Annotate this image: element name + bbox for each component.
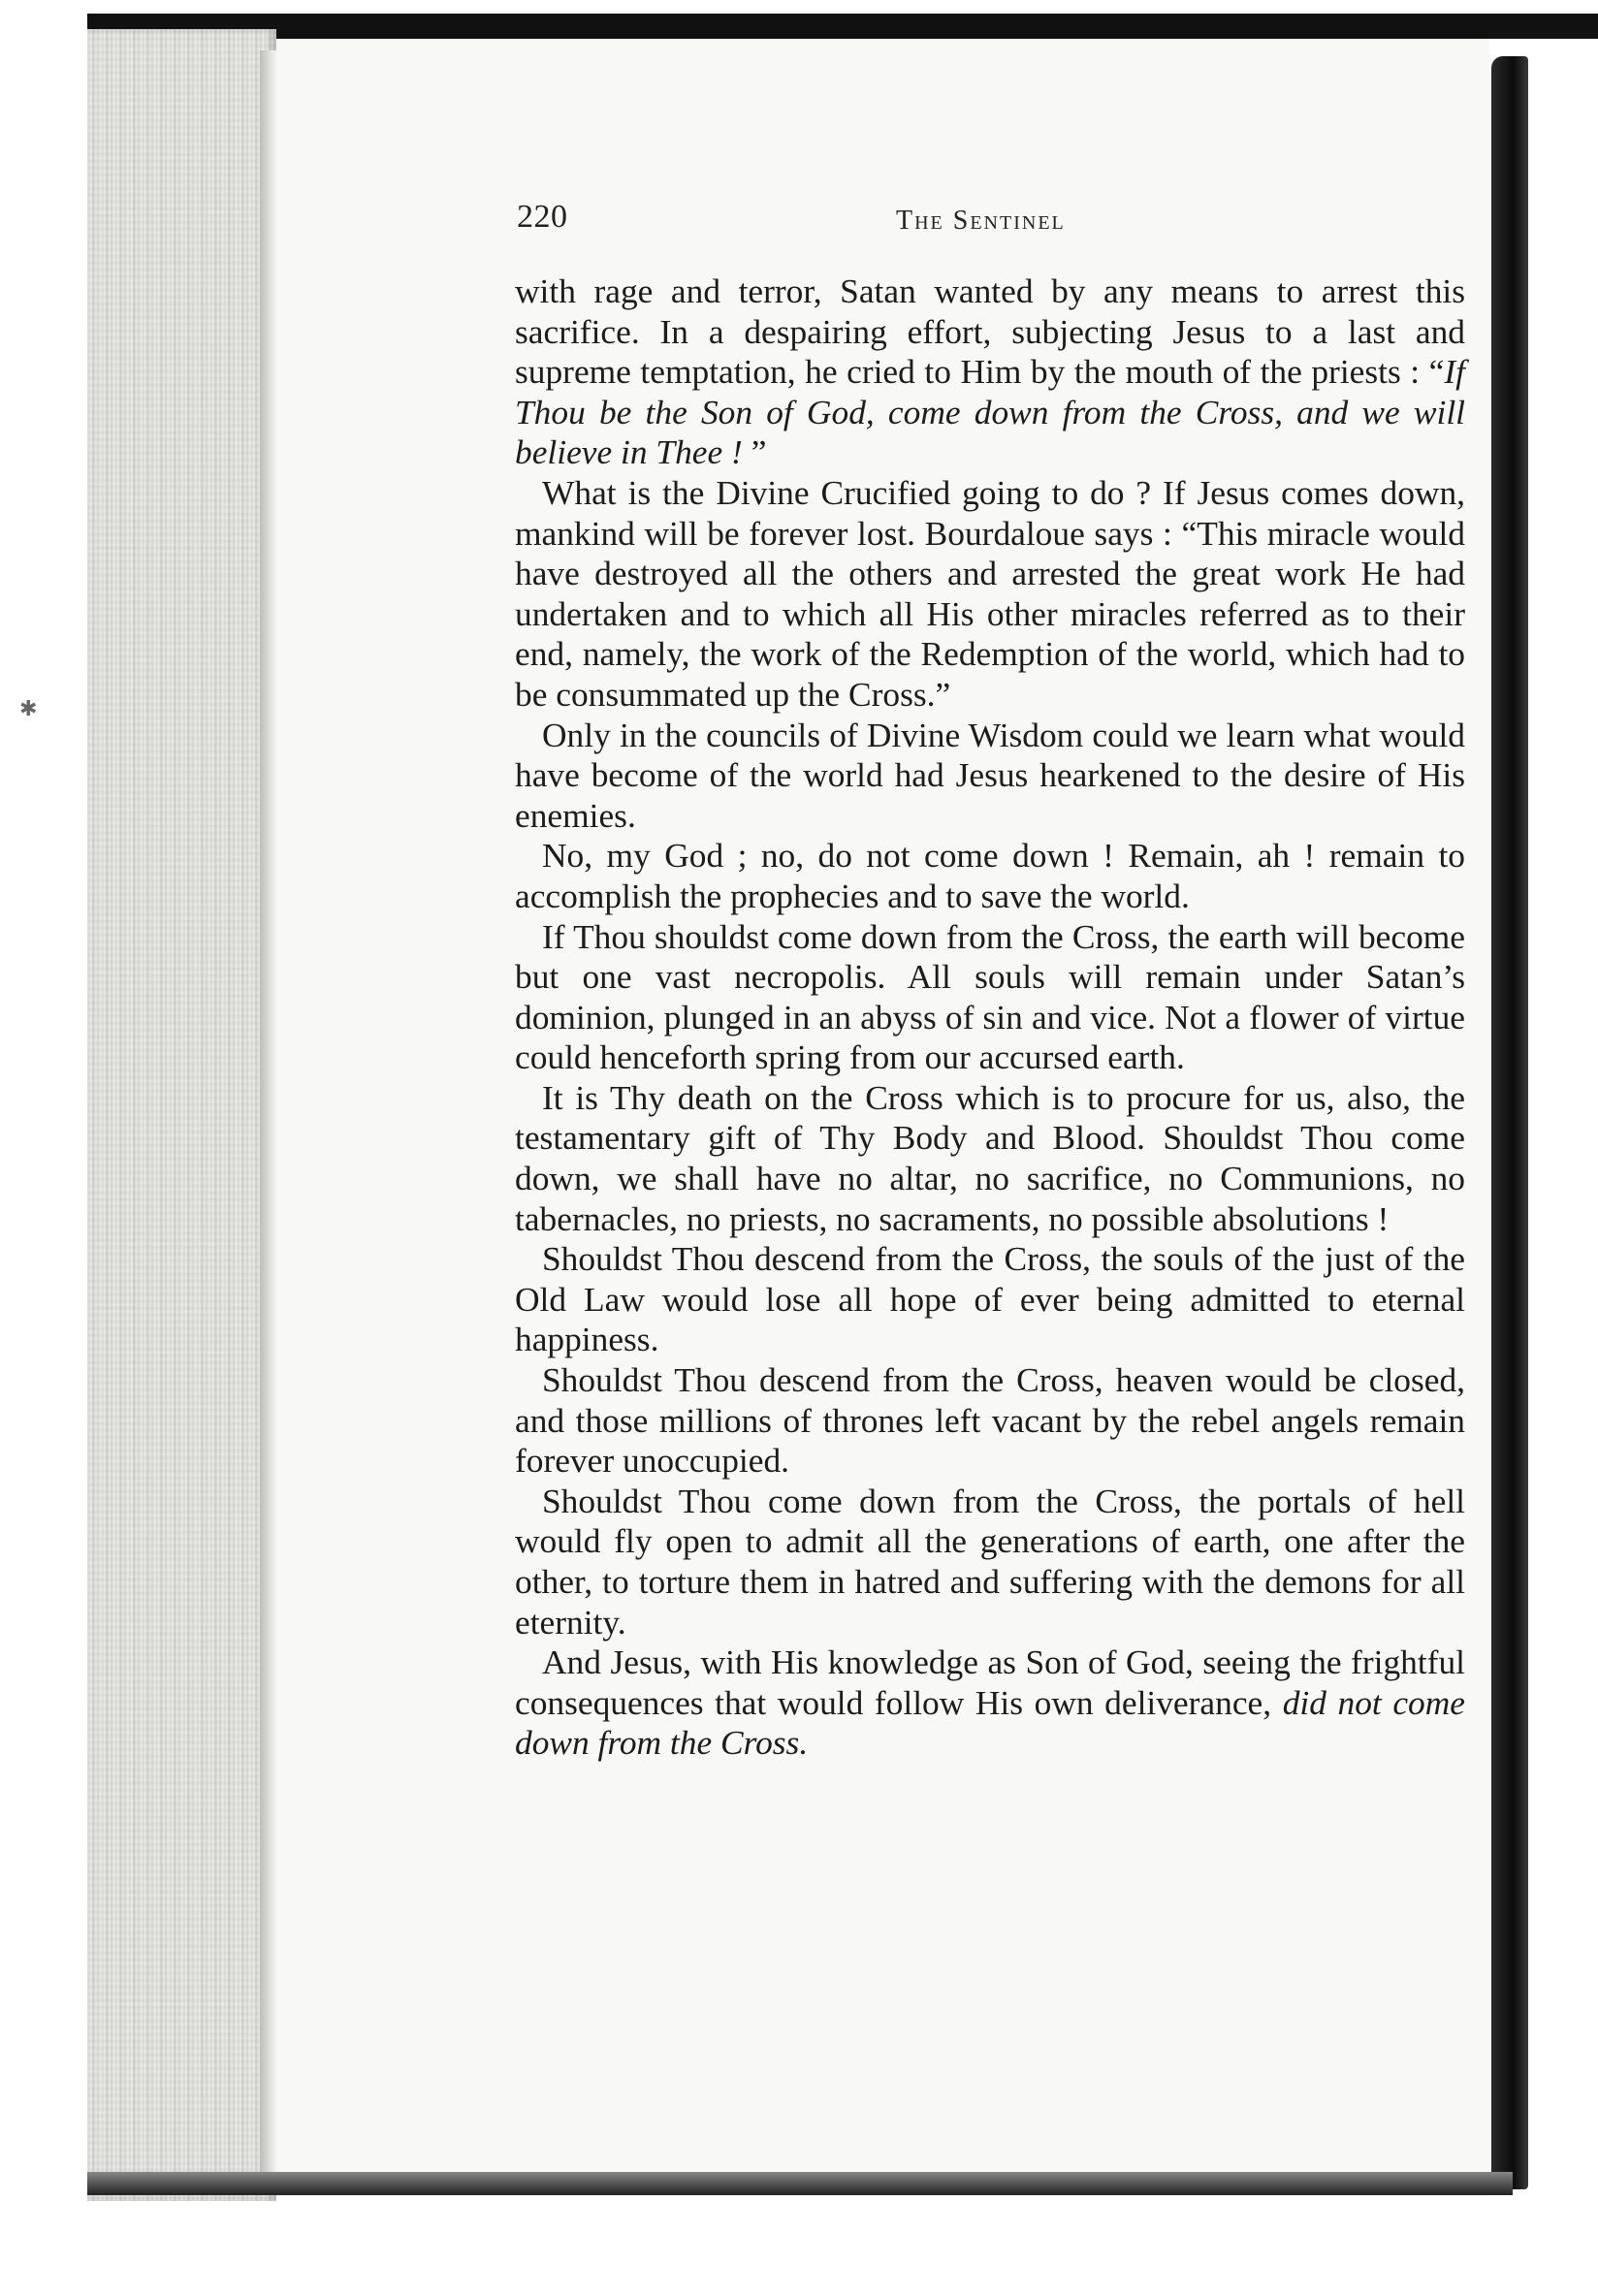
paragraph-text: And Jesus, with His knowledge as Son of God, seeing the frightful consequences that would follow His own deliverance, bbox=[515, 1642, 1465, 1722]
body-text-column bbox=[515, 271, 1465, 1764]
paragraph: Only in the councils of Divine Wisdom could we learn what would have become of the world had Jesus hearkened to the desire of His enemies. bbox=[515, 715, 1465, 835]
closing-quote: ” bbox=[742, 432, 767, 472]
paragraph: Shouldst Thou come down from the Cross, the portals of hell would fly open to admit all the generations of earth, one after the other, to torture them in hatred and suffering with the demons for all eternity. bbox=[515, 1481, 1465, 1642]
paragraph-continuation bbox=[515, 271, 1465, 473]
paragraph: Shouldst Thou descend from the Cross, heaven would be closed, and those millions of thrones left vacant by the rebel angels remain forever unoccupied. bbox=[515, 1360, 1465, 1481]
bottom-scan-border bbox=[87, 2172, 1513, 2195]
paragraph: What is the Divine Crucified going to do ? If Jesus comes down, mankind will be forever lost. Bourdaloue says : “This miracle would have destroyed all the others and arrested the great work He had undertaken and to which all His other miracles referred as to their end, namely, the work of the Redemption of the world, which had to be consummated up the Cross.” bbox=[515, 472, 1465, 714]
page-number: 220 bbox=[517, 199, 568, 235]
paragraph: Shouldst Thou descend from the Cross, the souls of the just of the Old Law would lose all hope of ever being admitted to eternal happiness. bbox=[515, 1239, 1465, 1359]
facing-page-edge bbox=[1491, 56, 1528, 2189]
scan-speck-mark: ✱ bbox=[19, 697, 38, 721]
page-edges-stack bbox=[87, 29, 276, 2201]
paragraph-text: with rage and terror, Satan wanted by any means to arrest this sacrifice. In a despairing effort, subjecting Jesus to a last and supreme temptation, he cried to Him by the mouth of the priests : “ bbox=[515, 271, 1465, 392]
gutter-shadow bbox=[260, 50, 277, 2193]
paragraph-final bbox=[515, 1642, 1465, 1764]
italic-emphasis: did not come down from the Cross. bbox=[515, 1682, 1466, 1763]
italic-quote: If Thou be the Son of God, come down from the Cross, and we will believe in Thee ! bbox=[515, 352, 1465, 472]
running-head-title: The Sentinel bbox=[896, 206, 1066, 236]
paragraph: If Thou shouldst come down from the Cross, the earth will become but one vast necropolis. All souls will remain under Satan’s dominion, plunged in an abyss of sin and vice. Not a flower of virtue could henceforth spring from our accursed earth. bbox=[515, 916, 1465, 1077]
paragraph: No, my God ; no, do not come down ! Remain, ah ! remain to accomplish the prophecies and to save the world. bbox=[515, 836, 1465, 915]
paragraph: It is Thy death on the Cross which is to procure for us, also, the testamentary gift of Thy Body and Blood. Shouldst Thou come down, we shall have no altar, no sacrifice, no Communions, no tabernacles, no priests, no sacraments, no possible absolutions ! bbox=[515, 1077, 1465, 1238]
